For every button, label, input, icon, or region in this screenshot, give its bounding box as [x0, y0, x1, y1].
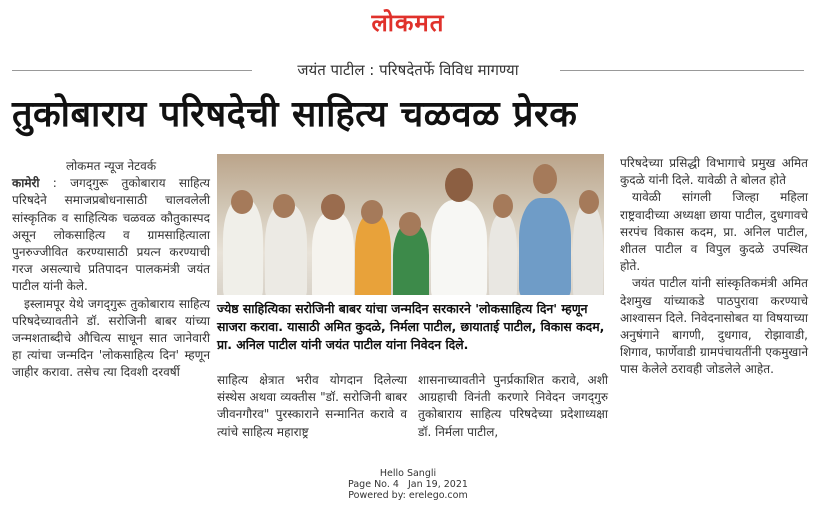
- article-column-2: [217, 372, 407, 441]
- page-footer: [0, 468, 816, 501]
- photo-head: [273, 194, 295, 218]
- article-column-4: [620, 155, 808, 379]
- photo-head: [579, 190, 599, 214]
- paragraph: जयंत पाटील यांनी सांस्कृतिकमंत्री अमित देशमुख यांच्याकडे पाठपुरावा करण्याचे आश्वासन दिले. निवेदनासोबत या विषयाच्या अनुषंगाने बागणी, दुधगाव, रोझावाडी, शिगाव, फार्णेवाडी ग्रामपंचायतींनी एकमुखाने पास केलेले ठरावही जोडलेले आहेत.: [620, 276, 808, 377]
- photo-person: [355, 214, 391, 295]
- dateline: कामेरी: [12, 176, 40, 191]
- paragraph: इस्लामपूर येथे जगद्‌गुरू तुकोबाराय साहित्य परिषदेच्यावतीने डॉ. सरोजिनी बाबर यांच्या जन्मशताब्दीचे औचित्य साधून सात जानेवारी हा त्यांचा जन्मदिन 'लोकसाहित्य दिन' म्हणून जाहीर करावा. तसेच त्या दिवशी दरवर्षी: [12, 296, 210, 380]
- photo-person: [519, 198, 571, 295]
- photo-caption: ज्येष्ठ साहित्यिका सरोजिनी बाबर यांचा जन्मदिन सरकारने 'लोकसाहित्य दिन' म्हणून साजरा करावा. यासाठी अमित कुदळे, निर्मला पाटील, छायाताई पाटील, विकास कदम, प्रा. अनिल पाटील यांनी जयंत पाटील यांना निवेदन दिले.: [217, 301, 605, 352]
- photo-head: [493, 194, 513, 218]
- footer-powered-by[interactable]: Powered by: erelego.com: [348, 490, 468, 501]
- photo-head: [231, 190, 253, 214]
- lead-text: : जगद्‌गुरू तुकोबाराय साहित्य परिषदेने समाजप्रबोधनासाठी चालवलेली सांस्कृतिक व साहित्यिक चळवळ कौतुकास्पद असून लोकसाहित्य व ग्रामसाहित्याला पुनरुज्जीवित करण्यासाठी प्रयत्न करण्याची गरज असल्याचे प्रतिपादन पालकमंत्री जयंत पाटील यांनी केले.: [12, 176, 210, 294]
- kicker: [0, 60, 816, 80]
- photo-head: [533, 164, 557, 194]
- photo-head: [321, 194, 345, 220]
- photo-person: [573, 204, 603, 295]
- photo-head: [399, 212, 421, 236]
- paragraph: शासनाच्यावतीने पुनर्प्रकाशित करावे, अशी आग्रहाची विनंती करणारे निवेदन जगद्‌गुरु तुकोबाराय साहित्य परिषदेच्या प्रदेशाध्यक्षा डॉ. निर्मला पाटील,: [418, 373, 608, 439]
- masthead-logo: लोकमत: [371, 9, 445, 37]
- byline: लोकमत न्यूज नेटवर्क: [65, 159, 157, 173]
- article-column-3: [418, 372, 608, 441]
- photo-person: [489, 214, 517, 295]
- paragraph: परिषदेच्या प्रसिद्धी विभागाचे प्रमुख अमित कुदळे यांनी दिले. यावेळी ते बोलत होते: [620, 156, 808, 188]
- paragraph: यावेळी सांगली जिल्हा महिला राष्ट्रवादीच्या अध्यक्षा छाया पाटील, दुधगावचे सरपंच विकास कदम, प्रा. अनिल पाटील, शीतल पाटील व विपुल कुदळे उपस्थित होते.: [620, 190, 808, 274]
- photo-head: [445, 168, 473, 202]
- photo-person: [312, 212, 354, 295]
- headline: तुकोबाराय परिषदेची साहित्य चळवळ प्रेरक: [12, 94, 578, 135]
- footer-page-date: Page No. 4 Jan 19, 2021: [348, 479, 468, 490]
- article-column-1: [12, 158, 210, 382]
- paragraph: साहित्य क्षेत्रात भरीव योगदान दिलेल्या संस्थेस अथवा व्यक्तीस "डॉ. सरोजिनी बाबर जीवनगौरव" पुरस्काराने सन्मानित करावे व त्यांचे साहित्य महाराष्ट्र: [217, 373, 407, 439]
- kicker-text: जयंत पाटील : परिषदेतर्फे विविध मागण्या: [289, 61, 526, 79]
- footer-publication: Hello Sangli: [379, 468, 437, 479]
- photo-person: [431, 200, 487, 295]
- news-photo: [217, 154, 604, 295]
- photo-head: [361, 200, 383, 224]
- lead-paragraph: [12, 175, 210, 295]
